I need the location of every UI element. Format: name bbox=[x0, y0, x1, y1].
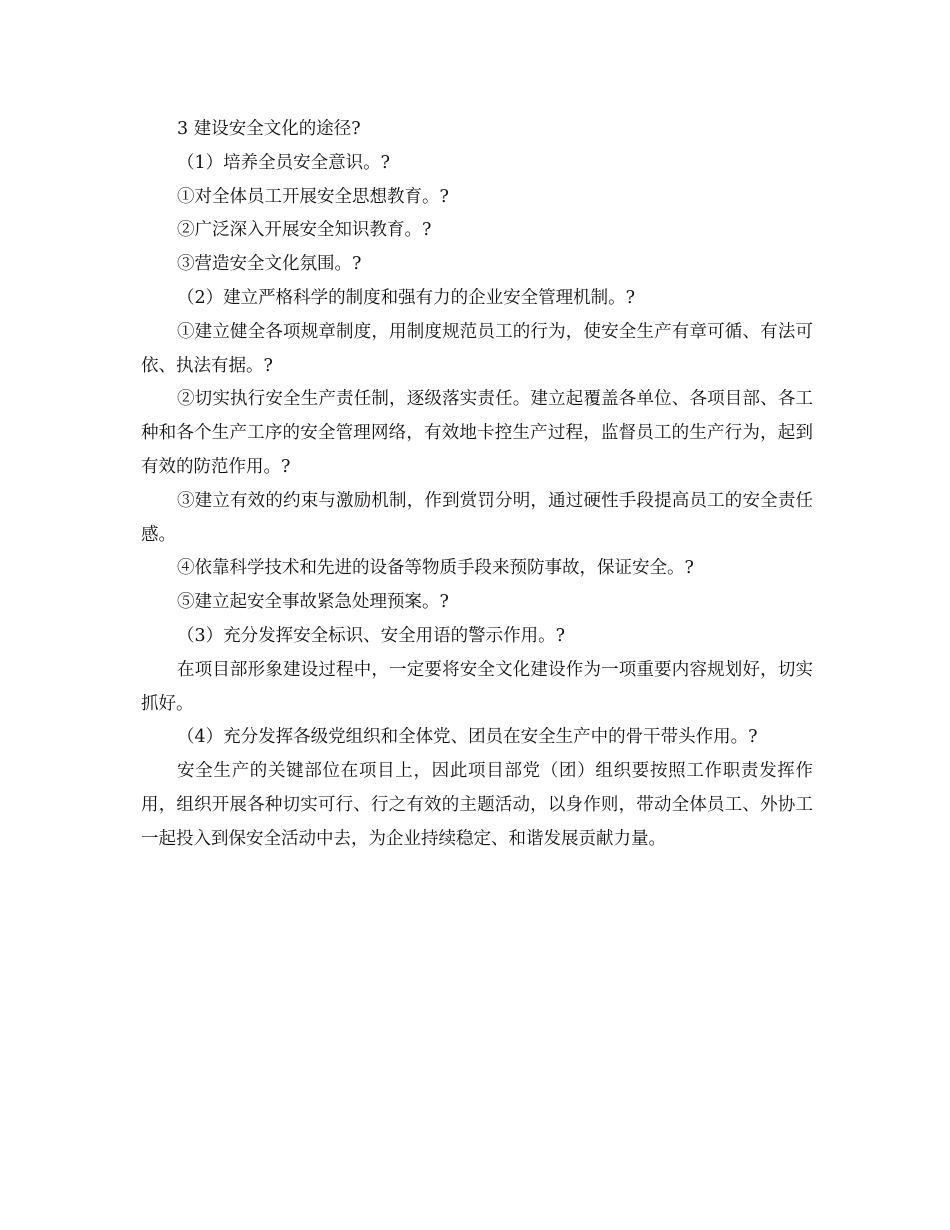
subsection-heading: （4）充分发挥各级党组织和全体党、团员在安全生产中的骨干带头作用。? bbox=[177, 727, 758, 748]
list-item: ③营造安全文化氛围。? bbox=[177, 254, 362, 275]
list-item: ④依靠科学技术和先进的设备等物质手段来预防事故，保证安全。? bbox=[177, 558, 694, 579]
list-item: ②切实执行安全生产责任制，逐级落实责任。建立起覆盖各单位、各项目部、各工种和各个生产工序的安全管理网络，有效地卡控生产过程，监督员工的生产行为，起到有效的防范作用。? bbox=[141, 389, 813, 477]
subsection-heading: （1）培养全员安全意识。? bbox=[177, 152, 391, 173]
list-item: ①建立健全各项规章制度，用制度规范员工的行为，使安全生产有章可循、有法可依、执法有据。? bbox=[141, 321, 813, 376]
list-item: ②广泛深入开展安全知识教育。? bbox=[177, 220, 432, 241]
section-heading: 3 建设安全文化的途径? bbox=[177, 119, 361, 139]
subsection-heading: （2）建立严格科学的制度和强有力的企业安全管理机制。? bbox=[177, 287, 636, 308]
list-item: ⑤建立起安全事故紧急处理预案。? bbox=[177, 592, 449, 613]
list-item: ①对全体员工开展安全思想教育。? bbox=[177, 186, 449, 207]
subsection-heading: （3）充分发挥安全标识、安全用语的警示作用。? bbox=[177, 625, 566, 646]
body-paragraph: 安全生产的关键部位在项目上，因此项目部党（团）组织要按照工作职责发挥作用，组织开展各种切实可行、行之有效的主题活动，以身作则，带动全体员工、外协工一起投入到保安全活动中去，为企业持续稳定、和谐发展贡献力量。 bbox=[141, 761, 813, 849]
list-item: ③建立有效的约束与激励机制，作到赏罚分明，通过硬性手段提高员工的安全责任感。 bbox=[141, 490, 813, 545]
body-paragraph: 在项目部形象建设过程中，一定要将安全文化建设作为一项重要内容规划好，切实抓好。 bbox=[141, 659, 813, 714]
document-body bbox=[141, 113, 813, 857]
